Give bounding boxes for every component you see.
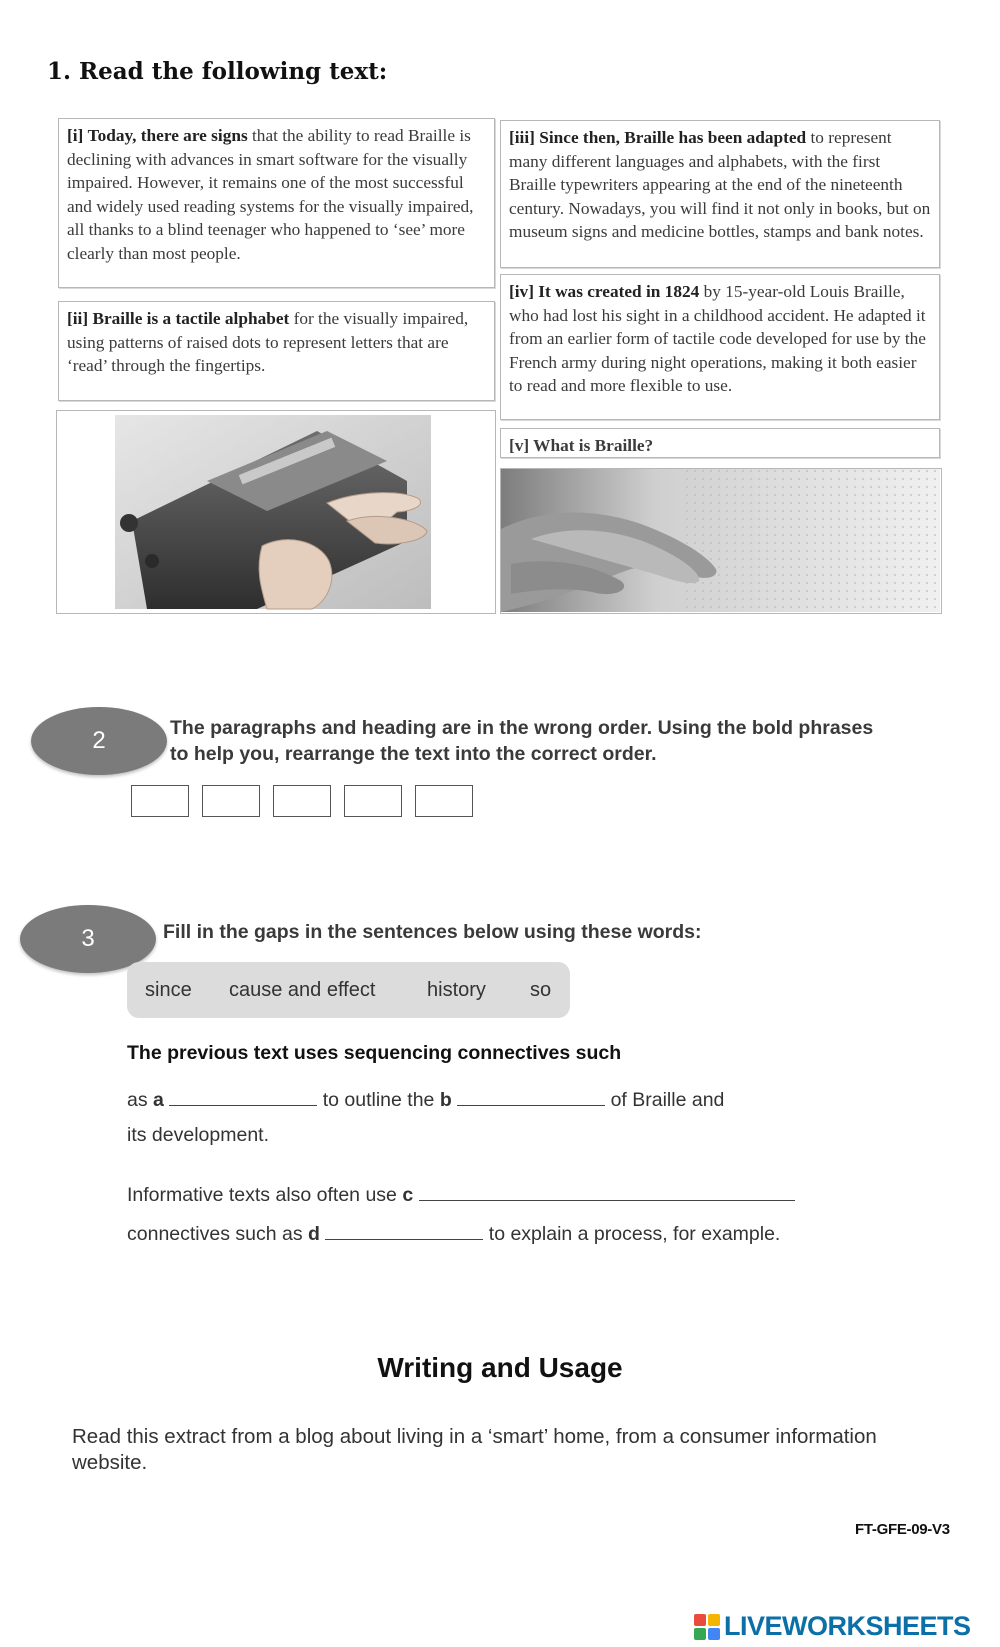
gap-fill-text: of Braille and <box>605 1089 725 1111</box>
braille-typewriter-image <box>57 411 494 612</box>
liveworksheets-logo-icon <box>694 1614 720 1640</box>
gap-fill-line-2: its development. <box>127 1124 269 1146</box>
word-bank-item: since <box>145 978 192 1001</box>
paragraph-i-bold-phrase: Today, there are signs <box>87 126 248 145</box>
question-3-instruction: Fill in the gaps in the sentences below using these words: <box>163 921 702 943</box>
paragraph-ii-bold-phrase: Braille is a tactile alphabet <box>92 309 290 328</box>
gap-fill-line-1 <box>127 1085 724 1112</box>
paragraph-iii-bold-phrase: Since then, Braille has been adapted <box>539 128 807 147</box>
question-2-instruction: The paragraphs and heading are in the wrong order. Using the bold phrases to help you, rearrange the text into the correct order. <box>170 717 874 765</box>
document-code: FT-GFE-09-V3 <box>855 1521 950 1538</box>
gap-fill-text: to explain a process, for example. <box>483 1223 781 1245</box>
word-bank-item: cause and effect <box>229 978 376 1001</box>
paragraph-v-heading <box>500 428 940 458</box>
paragraph-ii-label: [ii] <box>67 309 89 328</box>
gap-b-input[interactable] <box>457 1085 605 1106</box>
gap-fill-text: connectives such as <box>127 1223 309 1245</box>
paragraph-i-text: that the ability to read Braille is declining with advances in smart software for the visually impaired. However, it remains one of the most successful and widely used reading systems for the visually impaired, all thanks to a blind teenager who happened to ‘see’ more clearly than most people. <box>67 126 474 263</box>
braille-typewriter-photo <box>56 410 496 614</box>
braille-reading-photo <box>500 468 942 614</box>
order-answer-box-5[interactable] <box>415 785 473 817</box>
paragraph-ii-text: for the visually impaired, using patterns of raised dots to represent letters that are ‘read’ through the fingertips. <box>67 309 469 376</box>
gap-label-a: a <box>153 1089 164 1111</box>
liveworksheets-wordmark: LIVEWORKSHEETS <box>724 1611 971 1641</box>
order-answer-box-4[interactable] <box>344 785 402 817</box>
word-bank-item: so <box>530 978 552 1001</box>
gap-c-input[interactable] <box>419 1180 795 1201</box>
gap-fill-text: as <box>127 1089 154 1111</box>
question-1-heading: 1. Read the following text: <box>47 58 388 85</box>
braille-reading-image <box>501 469 940 612</box>
gap-d-input[interactable] <box>325 1219 483 1240</box>
order-answer-box-2[interactable] <box>202 785 260 817</box>
gap-fill-text: Informative texts also often use <box>127 1184 403 1206</box>
paragraph-iii <box>500 120 940 268</box>
question-2-badge: 2 <box>31 707 167 775</box>
writing-intro: Read this extract from a blog about living in a ‘smart’ home, from a consumer information website. <box>72 1425 877 1474</box>
paragraph-v-label: [v] <box>509 436 530 455</box>
question-3-badge: 3 <box>20 905 156 973</box>
liveworksheets-brand[interactable] <box>694 1611 971 1642</box>
paragraph-i-label: [i] <box>67 126 84 145</box>
paragraph-v-bold-phrase: What is Braille? <box>533 436 654 455</box>
paragraph-ii <box>58 301 495 401</box>
gap-a-input[interactable] <box>169 1085 317 1106</box>
gap-label-b: b <box>439 1089 452 1111</box>
order-answer-box-3[interactable] <box>273 785 331 817</box>
paragraph-iv-label: [iv] <box>509 282 534 301</box>
gap-fill-line-4 <box>127 1219 780 1246</box>
paragraph-iv <box>500 274 940 420</box>
word-bank <box>127 962 570 1018</box>
gap-label-c: c <box>402 1184 414 1206</box>
gap-fill-line-3 <box>127 1180 795 1207</box>
section-title: Writing and Usage <box>377 1352 623 1383</box>
paragraph-iii-text: to represent many different languages and alphabets, with the first Braille typewriters appearing at the end of the nineteenth century. Nowadays, you will find it not only in books, but on museum signs and medicine bottles, stamps and bank notes. <box>509 128 931 242</box>
paragraph-iv-bold-phrase: It was created in 1824 <box>538 282 700 301</box>
paragraph-i <box>58 118 495 288</box>
word-bank-item: history <box>427 978 486 1001</box>
paragraph-iii-label: [iii] <box>509 128 535 147</box>
gap-label-d: d <box>308 1223 320 1245</box>
gap-fill-text: to outline the <box>317 1089 440 1111</box>
paragraph-iv-text: by 15-year-old Louis Braille, who had lost his sight in a childhood accident. He adapted it from an earlier form of tactile code developed for use by the French army during night operations, making it both easier to read and more flexible to use. <box>509 282 926 396</box>
gap-fill-intro: The previous text uses sequencing connectives such <box>127 1042 622 1064</box>
order-answer-box-1[interactable] <box>131 785 189 817</box>
